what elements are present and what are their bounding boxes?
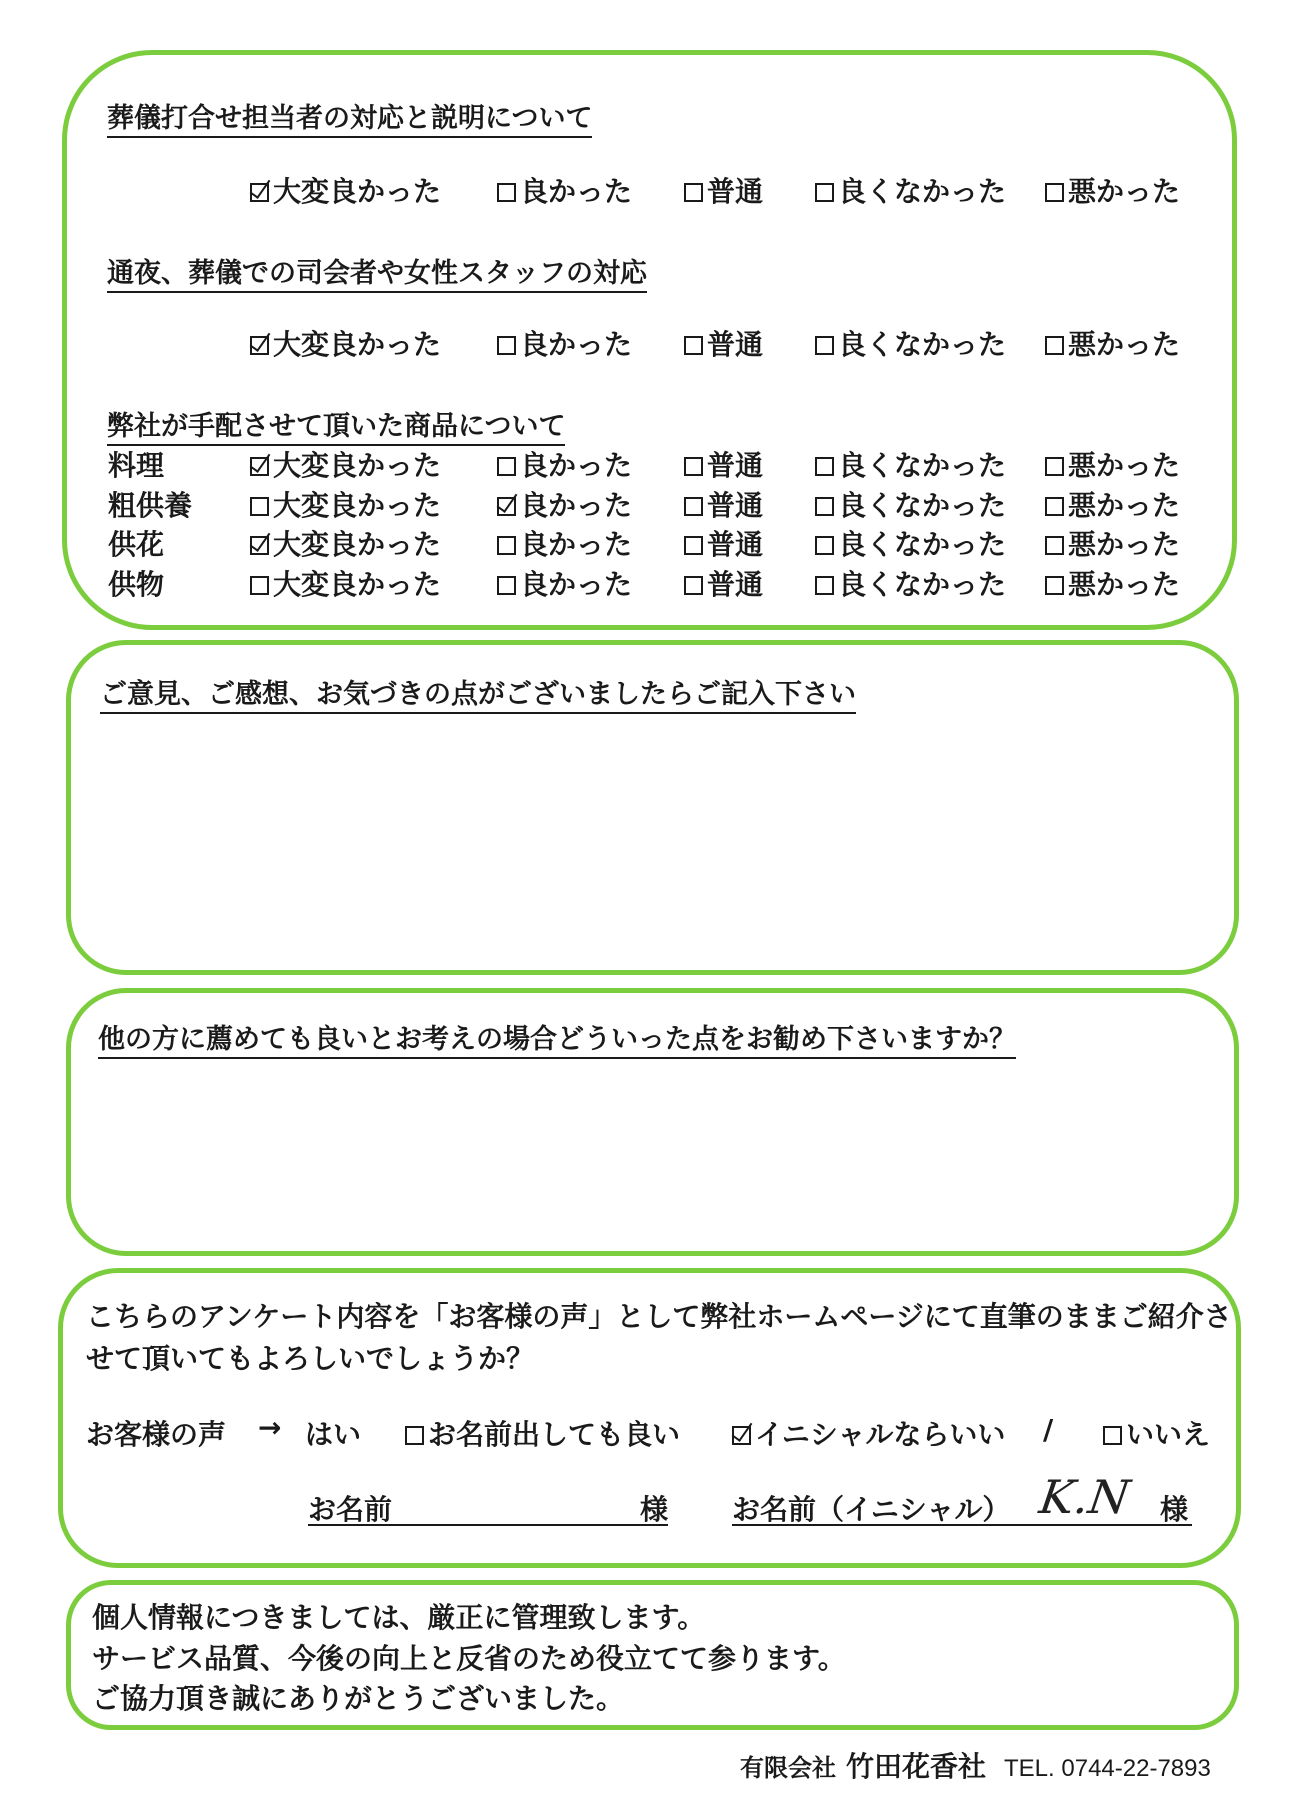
permission-question-line2: せて頂いてもよろしいでしょうか？: [86, 1342, 535, 1375]
rating-option[interactable]: [1045, 170, 1180, 210]
rating-option[interactable]: [815, 323, 1006, 363]
rating-option-label: 大変良かった: [273, 489, 442, 522]
rating-checkbox[interactable]: [1045, 183, 1064, 202]
checkbox-initial-ok[interactable]: [732, 1426, 751, 1445]
rating-option[interactable]: [250, 444, 441, 484]
rating-option-label: 良かった: [520, 449, 633, 482]
rating-option-label: 悪かった: [1068, 528, 1181, 561]
rating-option[interactable]: [497, 444, 632, 484]
company-tel: TEL. 0744-22-7893: [1004, 1755, 1211, 1782]
rating-option-label: 大変良かった: [273, 175, 442, 208]
rating-option[interactable]: [250, 170, 441, 210]
privacy-line1: 個人情報につきましては、厳正に管理致します。: [92, 1601, 706, 1634]
initial-underline: [732, 1524, 1192, 1526]
rating-option-label: 普通: [707, 449, 764, 482]
comments-title: ご意見、ご感想、お気づきの点がございましたらご記入下さい: [100, 672, 856, 714]
rating-option-label: 良くなかった: [838, 528, 1007, 561]
rating-checkbox[interactable]: [497, 497, 516, 516]
rating-option[interactable]: [250, 563, 441, 603]
rating-option-label: 普通: [707, 175, 764, 208]
rating-option[interactable]: [250, 523, 441, 563]
option-name-ok[interactable]: お名前出しても良い: [405, 1413, 680, 1453]
arrow-icon: →: [258, 1411, 282, 1444]
name-underline: [308, 1524, 668, 1526]
company-name: 竹田花香社: [846, 1750, 987, 1783]
comments-input[interactable]: [100, 730, 1204, 954]
rating-option-label: 良かった: [520, 568, 633, 601]
slash-separator: /: [1043, 1413, 1054, 1446]
name-suffix: 様: [640, 1493, 669, 1526]
rating-option-label: 良くなかった: [838, 175, 1007, 208]
yes-label: はい: [305, 1418, 362, 1451]
name-input[interactable]: [400, 1486, 630, 1522]
rating-checkbox[interactable]: [497, 336, 516, 355]
initial-signature[interactable]: K.N: [1036, 1470, 1134, 1524]
initial-suffix: 様: [1160, 1493, 1189, 1526]
rating-option-label: 良かった: [520, 489, 633, 522]
rating-option[interactable]: [1045, 444, 1180, 484]
rating-option-label: 普通: [707, 568, 764, 601]
footer-company: [740, 1745, 1211, 1785]
rating-option-label: 悪かった: [1068, 328, 1181, 361]
privacy-line3: ご協力頂き誠にありがとうございました。: [92, 1682, 625, 1715]
rating-option[interactable]: [815, 484, 1006, 524]
rating-option[interactable]: [497, 523, 632, 563]
rating-checkbox[interactable]: [815, 183, 834, 202]
privacy-line2: サービス品質、今後の向上と反省のため役立てて参ります。: [92, 1642, 846, 1675]
rating-checkbox[interactable]: [815, 497, 834, 516]
rating-option-label: 悪かった: [1068, 568, 1181, 601]
rating-checkbox[interactable]: [684, 457, 703, 476]
rating-checkbox[interactable]: [684, 336, 703, 355]
q2-title: 通夜、葬儀での司会者や女性スタッフの対応: [107, 251, 647, 293]
rating-checkbox[interactable]: [684, 576, 703, 595]
item-label: 粗供養: [108, 489, 193, 522]
rating-checkbox[interactable]: [815, 336, 834, 355]
initial-label: お名前（イニシャル）: [732, 1493, 1011, 1526]
rating-option[interactable]: [497, 484, 632, 524]
rating-checkbox[interactable]: [1045, 536, 1064, 555]
rating-checkbox[interactable]: [250, 576, 269, 595]
rating-checkbox[interactable]: [684, 536, 703, 555]
name-label: お名前: [308, 1493, 393, 1526]
option-initial-ok[interactable]: イニシャルならいい: [732, 1413, 1005, 1453]
checkbox-no[interactable]: [1103, 1426, 1122, 1445]
rating-checkbox[interactable]: [815, 457, 834, 476]
recommend-input[interactable]: [100, 1070, 1204, 1234]
rating-option[interactable]: [684, 563, 763, 603]
rating-checkbox[interactable]: [1045, 576, 1064, 595]
q1-title: 葬儀打合せ担当者の対応と説明について: [107, 96, 592, 138]
rating-option-label: 普通: [707, 328, 764, 361]
company-type: 有限会社: [740, 1754, 836, 1782]
permission-question-line1: こちらのアンケート内容を「お客様の声」として弊社ホームページにて直筆のままご紹介さ: [86, 1300, 1232, 1333]
rating-checkbox[interactable]: [497, 457, 516, 476]
q3-title: 弊社が手配させて頂いた商品について: [107, 404, 565, 446]
rating-option[interactable]: [684, 484, 763, 524]
rating-option-label: 良くなかった: [838, 449, 1007, 482]
rating-checkbox[interactable]: [1045, 336, 1064, 355]
rating-option-label: 良くなかった: [838, 328, 1007, 361]
rating-option[interactable]: [250, 484, 441, 524]
rating-option[interactable]: [684, 170, 763, 210]
item-label: 供花: [108, 528, 165, 561]
rating-option-label: 良かった: [520, 528, 633, 561]
rating-option-label: 良かった: [520, 328, 633, 361]
rating-checkbox[interactable]: [250, 183, 269, 202]
rating-option-label: 悪かった: [1068, 175, 1181, 208]
rating-option[interactable]: [497, 563, 632, 603]
rating-option[interactable]: [1045, 484, 1180, 524]
recommend-title: 他の方に薦めても良いとお考えの場合どういった点をお勧め下さいますか？: [98, 1017, 1016, 1059]
rating-option[interactable]: [497, 170, 632, 210]
rating-option-label: 普通: [707, 489, 764, 522]
rating-option-label: 大変良かった: [273, 328, 442, 361]
rating-option[interactable]: [1045, 523, 1180, 563]
rating-checkbox[interactable]: [250, 497, 269, 516]
rating-checkbox[interactable]: [250, 536, 269, 555]
item-label: 供物: [108, 568, 165, 601]
rating-option-label: 良くなかった: [838, 489, 1007, 522]
rating-option[interactable]: [1045, 563, 1180, 603]
rating-checkbox[interactable]: [684, 497, 703, 516]
rating-option[interactable]: [684, 444, 763, 484]
rating-option-label: 良かった: [520, 175, 633, 208]
option-no[interactable]: いいえ: [1103, 1413, 1210, 1453]
rating-option-label: 大変良かった: [273, 568, 442, 601]
voice-label: お客様の声: [86, 1418, 227, 1451]
rating-option-label: 良くなかった: [838, 568, 1007, 601]
rating-option[interactable]: [815, 563, 1006, 603]
rating-option-label: 悪かった: [1068, 449, 1181, 482]
rating-checkbox[interactable]: [497, 536, 516, 555]
rating-option[interactable]: [250, 323, 441, 363]
item-label: 料理: [108, 449, 165, 482]
rating-option[interactable]: [815, 444, 1006, 484]
rating-option[interactable]: [684, 323, 763, 363]
rating-checkbox[interactable]: [684, 183, 703, 202]
rating-option-label: 大変良かった: [273, 449, 442, 482]
rating-checkbox[interactable]: [815, 576, 834, 595]
rating-option[interactable]: [684, 523, 763, 563]
rating-checkbox[interactable]: [1045, 457, 1064, 476]
rating-option-label: 悪かった: [1068, 489, 1181, 522]
rating-option-label: 普通: [707, 528, 764, 561]
rating-checkbox[interactable]: [497, 576, 516, 595]
rating-checkbox[interactable]: [1045, 497, 1064, 516]
checkbox-name-ok[interactable]: [405, 1426, 424, 1445]
rating-checkbox[interactable]: [250, 457, 269, 476]
rating-checkbox[interactable]: [250, 336, 269, 355]
rating-checkbox[interactable]: [497, 183, 516, 202]
rating-option[interactable]: [815, 523, 1006, 563]
rating-option[interactable]: [497, 323, 632, 363]
rating-option[interactable]: [1045, 323, 1180, 363]
rating-checkbox[interactable]: [815, 536, 834, 555]
rating-option[interactable]: [815, 170, 1006, 210]
rating-option-label: 大変良かった: [273, 528, 442, 561]
